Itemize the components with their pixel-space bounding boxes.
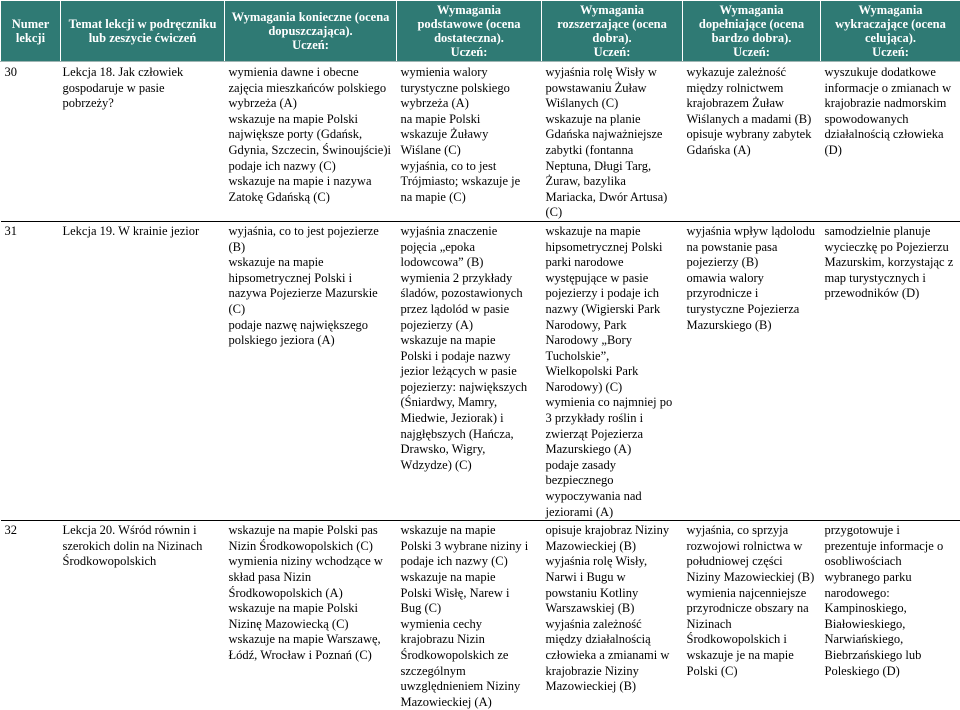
text-line: Uczeń: <box>685 45 818 59</box>
text-line: szczególnym <box>401 664 538 680</box>
text-line: Wielkopolski Park <box>546 364 679 380</box>
text-line: wymienia cechy <box>401 617 538 633</box>
text-line: Polski i podaje nazwy <box>401 349 538 365</box>
text-line: pobrzeży? <box>63 96 221 112</box>
text-line: Drawsko, Wigry, <box>401 442 538 458</box>
text-line: wyjaśnia rolę Wisły w <box>546 65 679 81</box>
text-line: Wiślanych (C) <box>546 96 679 112</box>
lesson-number: 32 <box>1 521 61 710</box>
text-line: krajobrazem Żuław <box>687 96 817 112</box>
text-line: wskazuje na mapie <box>546 224 679 240</box>
text-line: Polski (C) <box>687 664 817 680</box>
table-header <box>1 1 960 62</box>
text-line: Gdynia, Szczecin, Świnoujście)i <box>229 143 393 159</box>
text-line: turystyczne polskiego <box>401 81 538 97</box>
lesson-topic <box>61 221 225 520</box>
text-line: wyjaśnia rolę Wisły, <box>546 554 679 570</box>
text-line: Neptuna, Długi Targ, <box>546 159 679 175</box>
text-line: Kampinoskiego, <box>825 601 957 617</box>
text-line: Trójmiasto; wskazuje je <box>401 174 538 190</box>
text-line: jezior leżących w pasie <box>401 364 538 380</box>
text-line: omawia walory <box>687 271 817 287</box>
text-line: Temat lekcji w podręczniku <box>63 17 222 31</box>
text-line: turystyczne Pojezierza <box>687 302 817 318</box>
text-line: Lekcja 20. Wśród równin i <box>63 523 221 539</box>
text-line: pojezierzy (B) <box>687 255 817 271</box>
text-line: wyjaśnia znaczenie <box>401 224 538 240</box>
text-line: pojezierzy: największych <box>401 380 538 396</box>
header-basic <box>397 1 542 62</box>
text-line: wybranego parku <box>825 570 957 586</box>
text-line: Białowieskiego, <box>825 617 957 633</box>
text-line: działalnością człowieka <box>825 127 957 143</box>
text-line: wskazuje na planie <box>546 112 679 128</box>
text-line: wyjaśnia zależność <box>546 617 679 633</box>
text-line: wyjaśnia wpływ lądolodu <box>687 224 817 240</box>
text-line: Uczeń: <box>227 38 394 52</box>
text-line: rozwojowi rolnictwa w <box>687 539 817 555</box>
text-line: Biebrzańskiego lub <box>825 648 957 664</box>
text-line: Uczeń: <box>399 45 539 59</box>
text-line: pojęcia „epoka <box>401 240 538 256</box>
text-line: (Śniardwy, Mamry, <box>401 395 538 411</box>
text-line: opisuje krajobraz Niziny <box>546 523 679 539</box>
text-line: południowej części <box>687 554 817 570</box>
text-line: Lekcja 19. W krainie jezior <box>63 224 221 240</box>
text-line: Środkowopolskich ze <box>401 648 538 664</box>
text-line: podaje ich nazwy (C) <box>401 554 538 570</box>
text-line: zabytki (fontanna <box>546 143 679 159</box>
header-required <box>225 1 397 62</box>
text-line: Zatokę Gdańską (C) <box>229 190 393 206</box>
text-line: przyrodnicze obszary na <box>687 601 817 617</box>
text-line: uwzględnieniem Niziny <box>401 679 538 695</box>
text-line: Gdańska (A) <box>687 143 817 159</box>
text-line: Tucholskie”, <box>546 349 679 365</box>
text-line: nazwy (Wigierski Park <box>546 302 679 318</box>
text-line: lub zeszycie ćwiczeń <box>63 31 222 45</box>
text-line: wskazuje na mapie Warszawę, <box>229 632 393 648</box>
text-line: Wiślanych a madami (B) <box>687 112 817 128</box>
lesson-topic <box>61 62 225 222</box>
text-line: map turystycznych i <box>825 271 957 287</box>
text-line: Uczeń: <box>544 45 680 59</box>
text-line: najgłębszych (Hańcza, <box>401 427 538 443</box>
header-lesson-number <box>1 1 61 62</box>
text-line: (C) <box>229 302 393 318</box>
text-line: Żuraw, bazylika <box>546 174 679 190</box>
exceeding-cell <box>821 521 960 710</box>
text-line: na mapie (C) <box>401 190 538 206</box>
table-row <box>1 221 960 520</box>
text-line: przyrodnicze i <box>687 286 817 302</box>
text-line: Mazurskiego (A) <box>546 442 679 458</box>
text-line: Wdzydze) (C) <box>401 458 538 474</box>
text-line: 3 przykłady roślin i <box>546 411 679 427</box>
text-line: wskazuje na mapie <box>401 523 538 539</box>
text-line: wyjaśnia, co to jest pojezierze <box>229 224 393 240</box>
basic-cell <box>397 221 542 520</box>
header-extended <box>542 1 683 62</box>
text-line: Mazowieckiej (B) <box>546 679 679 695</box>
text-line: wskazuje na mapie <box>401 570 538 586</box>
text-line: szerokich dolin na Nizinach <box>63 539 221 555</box>
text-line: Mazurskim, korzystając z <box>825 255 957 271</box>
text-line: Uczeń: <box>823 45 958 59</box>
text-line: Narwi i Bugu w <box>546 570 679 586</box>
complementary-cell <box>683 221 821 520</box>
text-line: Nizinę Mazowiecką (C) <box>229 617 393 633</box>
text-line: wycieczkę po Pojezierzu <box>825 240 957 256</box>
text-line: hipsometrycznej Polski <box>546 240 679 256</box>
text-line: wskazuje na mapie Polski pas <box>229 523 393 539</box>
text-line: pojezierzy (A) <box>401 318 538 334</box>
required-cell <box>225 521 397 710</box>
lesson-topic <box>61 521 225 710</box>
text-line: bardzo dobra). <box>685 31 818 45</box>
text-line: Polski 3 wybrane niziny i <box>401 539 538 555</box>
text-line: wymienia walory <box>401 65 538 81</box>
text-line: wyjaśnia, co to jest <box>401 159 538 175</box>
text-line: śladów, pozostawionych <box>401 286 538 302</box>
text-line: Lekcja 18. Jak człowiek <box>63 65 221 81</box>
extended-cell <box>542 221 683 520</box>
text-line: Wymagania konieczne (ocena <box>227 10 394 24</box>
table-row <box>1 62 960 222</box>
basic-cell <box>397 62 542 222</box>
text-line: skład pasa Nizin <box>229 570 393 586</box>
text-line: Bug (C) <box>401 601 538 617</box>
text-line: podaje nazwę największego <box>229 318 393 334</box>
text-line: krajobrazie Niziny <box>546 664 679 680</box>
text-line: Mazowieckiej (A) <box>401 695 538 710</box>
text-line: wskazuje na mapie <box>229 255 393 271</box>
text-line: lodowcowa” (B) <box>401 255 538 271</box>
text-line: gospodaruje w pasie <box>63 81 221 97</box>
text-line: jeziorami (A) <box>546 505 679 521</box>
header-exceeding <box>821 1 960 62</box>
text-line: wskazuje je na mapie <box>687 648 817 664</box>
text-line: Narodowy „Bory <box>546 333 679 349</box>
text-line: wskazuje na mapie Polski <box>229 112 393 128</box>
text-line: powstawaniu Żuław <box>546 81 679 97</box>
text-line: Poleskiego (D) <box>825 664 957 680</box>
header-complementary <box>683 1 821 62</box>
text-line: prezentuje informacje o <box>825 539 957 555</box>
text-line: człowieka a zmianami w <box>546 648 679 664</box>
text-line: (B) <box>229 240 393 256</box>
text-line: Polski Wisłę, Narew i <box>401 586 538 602</box>
basic-cell <box>397 521 542 710</box>
text-line: podaje zasady <box>546 458 679 474</box>
text-line: dobra). <box>544 31 680 45</box>
text-line: (C) <box>546 205 679 221</box>
text-line: wymienia 2 przykłady <box>401 271 538 287</box>
text-line: Warszawskiej (B) <box>546 601 679 617</box>
header-lesson-topic <box>61 1 225 62</box>
required-cell <box>225 221 397 520</box>
text-line: Narwiańskiego, <box>825 632 957 648</box>
text-line: opisuje wybrany zabytek <box>687 127 817 143</box>
extended-cell <box>542 521 683 710</box>
text-line: wskazuje na mapie <box>401 333 538 349</box>
text-line: krajobrazu Nizin <box>401 632 538 648</box>
text-line: przygotowuje i <box>825 523 957 539</box>
text-line: na mapie Polski <box>401 112 538 128</box>
text-line: Mazowieckiej (B) <box>546 539 679 555</box>
text-line: Miedwie, Jeziorak) i <box>401 411 538 427</box>
text-line: wykazuje zależność <box>687 65 817 81</box>
text-line: Wymagania <box>823 3 958 17</box>
text-line: wymienia dawne i obecne <box>229 65 393 81</box>
text-line: Numer <box>3 17 58 31</box>
text-line: informacje o zmianach w <box>825 81 957 97</box>
lesson-number: 30 <box>1 62 61 222</box>
text-line: Gdańska najważniejsze <box>546 127 679 143</box>
text-line: wymienia niziny wchodzące w <box>229 554 393 570</box>
text-line: przewodników (D) <box>825 286 957 302</box>
text-line: krajobrazie nadmorskim <box>825 96 957 112</box>
text-line: wykraczające (ocena <box>823 17 958 31</box>
text-line: narodowego: <box>825 586 957 602</box>
text-line: największe porty (Gdańsk, <box>229 127 393 143</box>
text-line: wyszukuje dodatkowe <box>825 65 957 81</box>
text-line: samodzielnie planuje <box>825 224 957 240</box>
lesson-number: 31 <box>1 221 61 520</box>
text-line: przez lądolód w pasie <box>401 302 538 318</box>
text-line: pojezierzy i podaje ich <box>546 286 679 302</box>
text-line: wymienia co najmniej po <box>546 395 679 411</box>
text-line: Środkowopolskich <box>63 554 221 570</box>
text-line: wymienia najcenniejsze <box>687 586 817 602</box>
text-line: Niziny Mazowieckiej (B) <box>687 570 817 586</box>
text-line: występujące w pasie <box>546 271 679 287</box>
text-line: Narodowy) (C) <box>546 380 679 396</box>
text-line: dopełniające (ocena <box>685 17 818 31</box>
text-line: osobliwościach <box>825 554 957 570</box>
text-line: rozszerzające (ocena <box>544 17 680 31</box>
text-line: bezpiecznego <box>546 473 679 489</box>
text-line: wybrzeża (A) <box>229 96 393 112</box>
text-line: lekcji <box>3 31 58 45</box>
exceeding-cell <box>821 62 960 222</box>
text-line: na powstanie pasa <box>687 240 817 256</box>
text-line: podstawowe (ocena <box>399 17 539 31</box>
text-line: Mariacka, Dwór Artusa) <box>546 190 679 206</box>
text-line: parki narodowe <box>546 255 679 271</box>
text-line: Wymagania <box>685 3 818 17</box>
text-line: wyjaśnia, co sprzyja <box>687 523 817 539</box>
text-line: Nizinach <box>687 617 817 633</box>
exceeding-cell <box>821 221 960 520</box>
text-line: Narodowy, Park <box>546 318 679 334</box>
text-line: dostateczna). <box>399 31 539 45</box>
text-line: polskiego jeziora (A) <box>229 333 393 349</box>
text-line: zajęcia mieszkańców polskiego <box>229 81 393 97</box>
text-line: wybrzeża (A) <box>401 96 538 112</box>
text-line: wskazuje na mapie i nazywa <box>229 174 393 190</box>
text-line: Nizin Środkowopolskich (C) <box>229 539 393 555</box>
extended-cell <box>542 62 683 222</box>
complementary-cell <box>683 521 821 710</box>
text-line: powstaniu Kotliny <box>546 586 679 602</box>
text-line: nazywa Pojezierze Mazurskie <box>229 286 393 302</box>
table-row <box>1 521 960 710</box>
text-line: między działalnością <box>546 632 679 648</box>
text-line: Środkowopolskich (A) <box>229 586 393 602</box>
text-line: wypoczywania nad <box>546 489 679 505</box>
text-line: podaje ich nazwy (C) <box>229 159 393 175</box>
text-line: wskazuje Żuławy <box>401 127 538 143</box>
text-line: celująca). <box>823 31 958 45</box>
text-line: Środkowopolskich i <box>687 632 817 648</box>
text-line: hipsometrycznej Polski i <box>229 271 393 287</box>
complementary-cell <box>683 62 821 222</box>
text-line: spowodowanych <box>825 112 957 128</box>
text-line: Łódź, Wrocław i Poznań (C) <box>229 648 393 664</box>
text-line: wskazuje na mapie Polski <box>229 601 393 617</box>
text-line: zwierząt Pojezierza <box>546 427 679 443</box>
required-cell <box>225 62 397 222</box>
text-line: między rolnictwem <box>687 81 817 97</box>
text-line: Wiślane (C) <box>401 143 538 159</box>
text-line: Wymagania <box>544 3 680 17</box>
text-line: Wymagania <box>399 3 539 17</box>
text-line: (D) <box>825 143 957 159</box>
text-line: dopuszczająca). <box>227 24 394 38</box>
text-line: Mazurskiego (B) <box>687 318 817 334</box>
